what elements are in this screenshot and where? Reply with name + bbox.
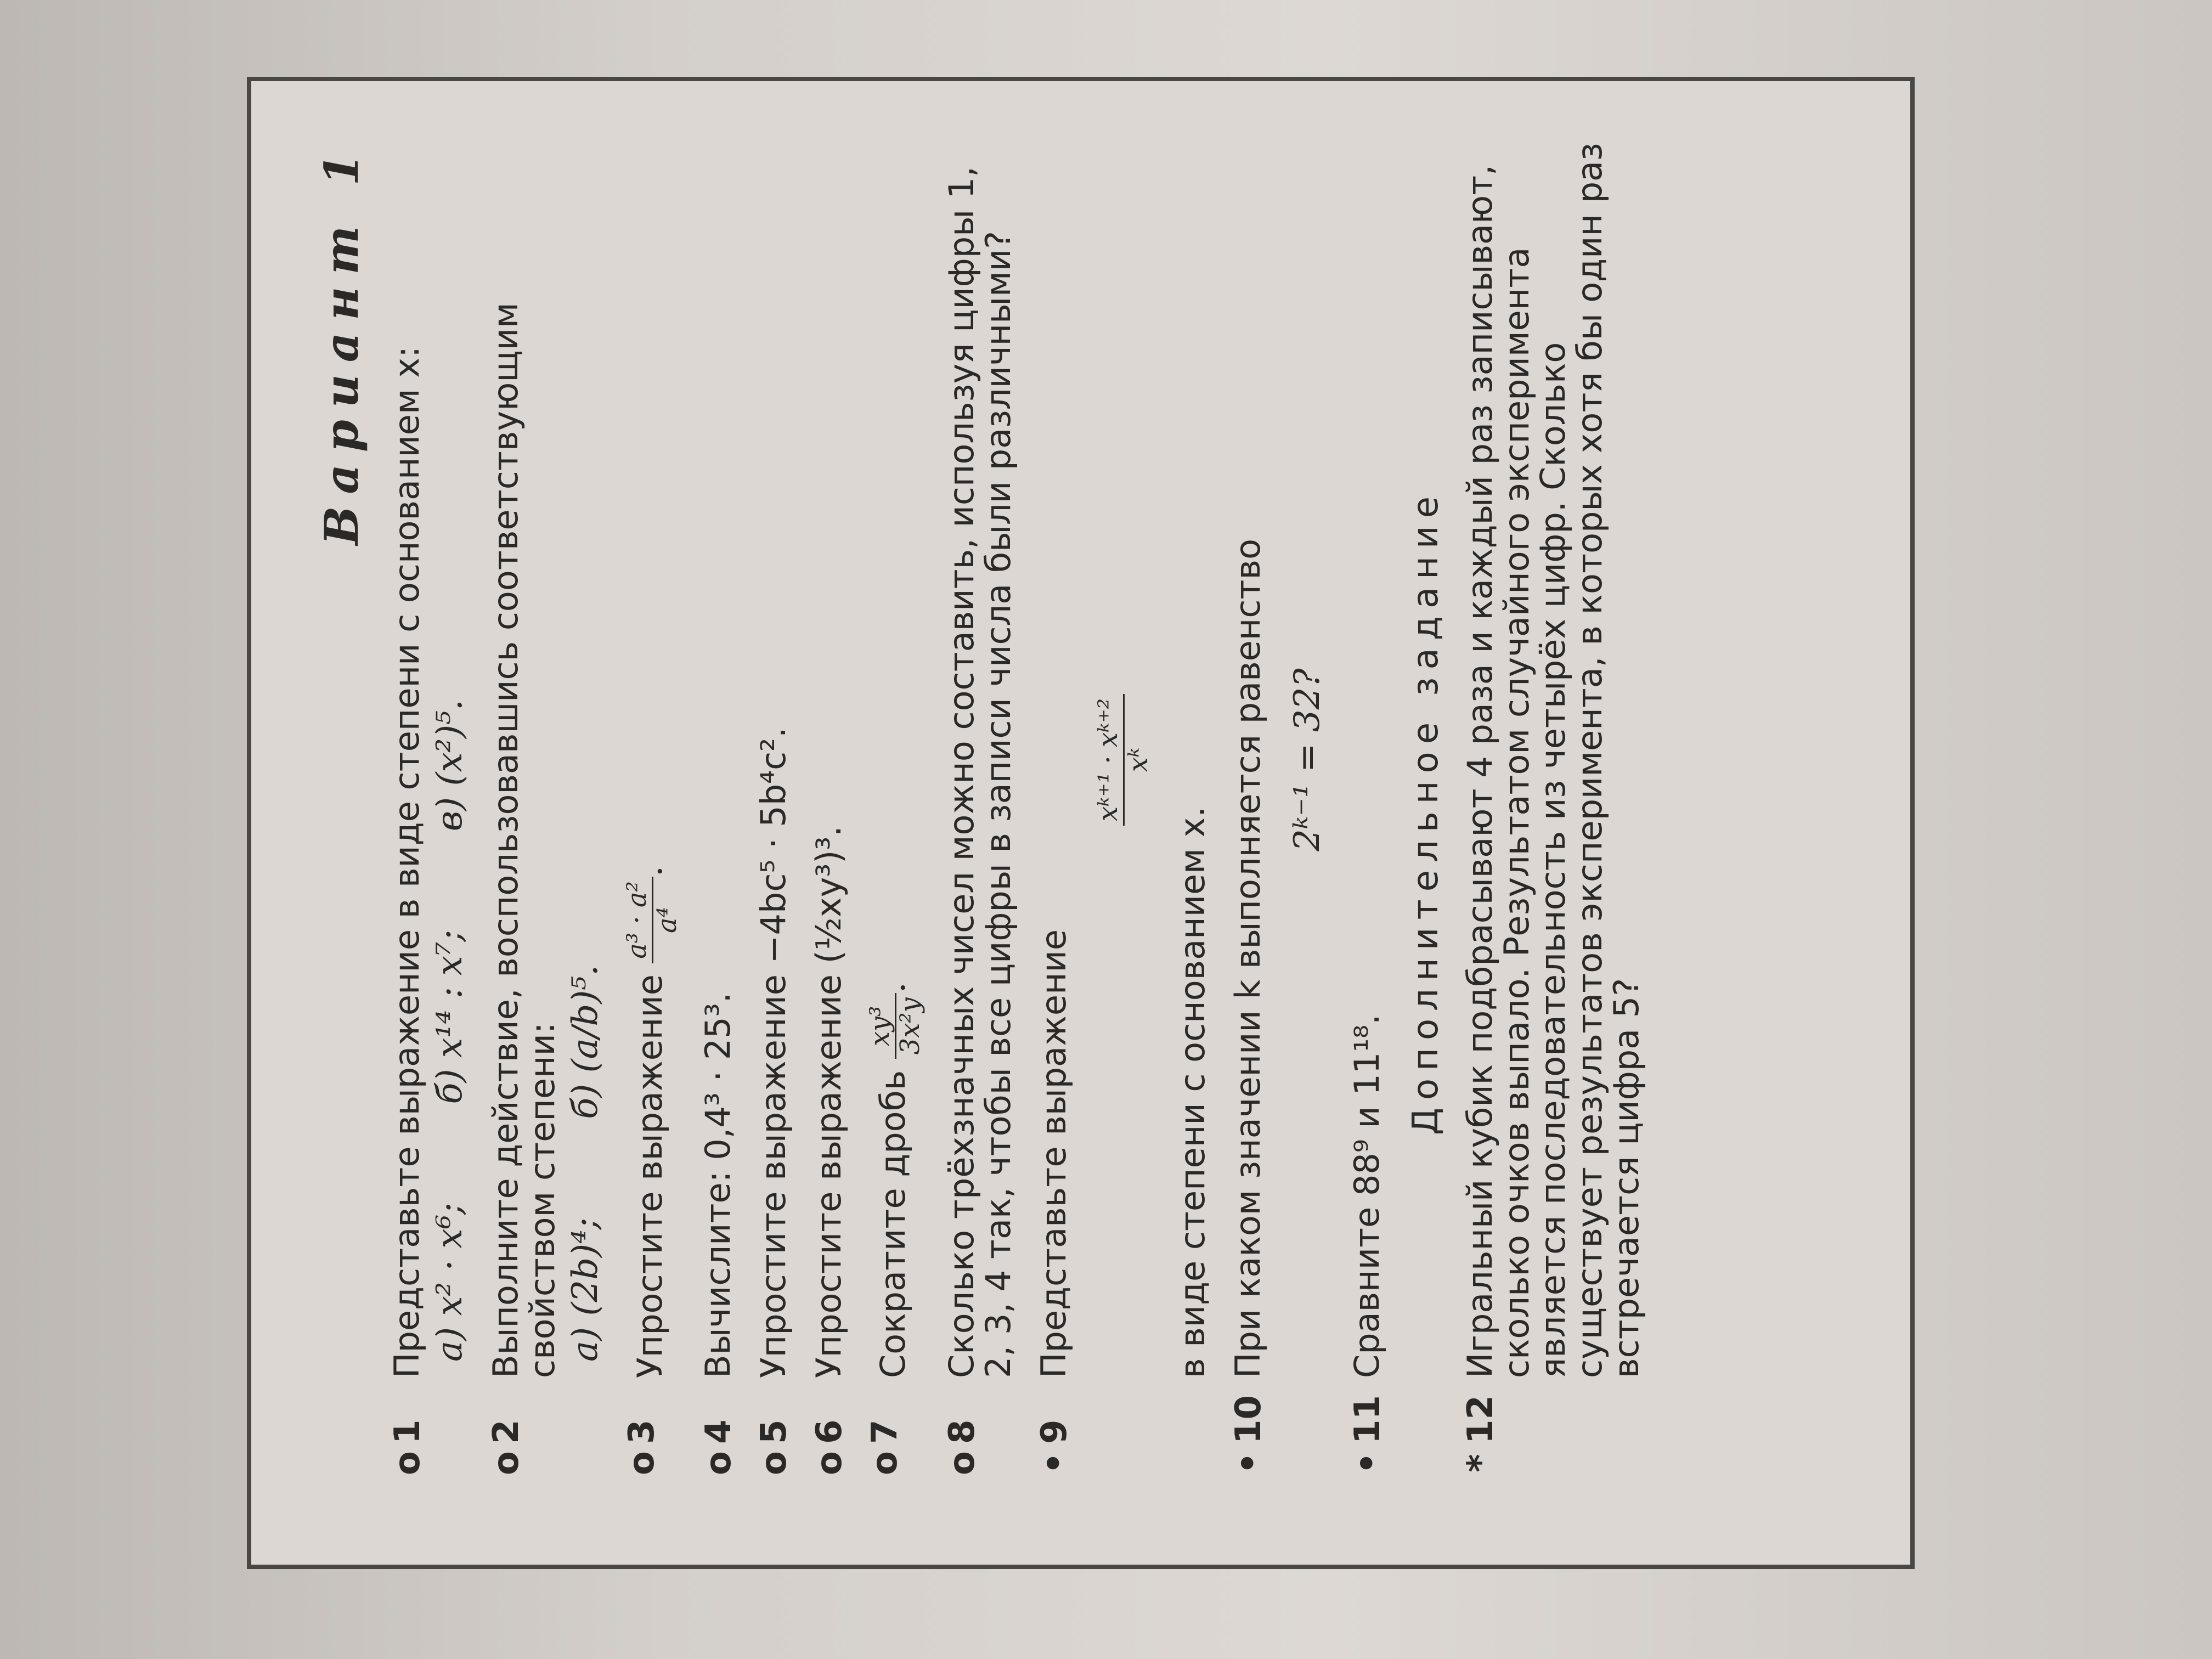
task-2-part-a: а) (2b)⁴; xyxy=(565,1217,606,1362)
task-1-text: Представьте выражение в виде степени с основанием x: xyxy=(386,346,427,1378)
task-4: o4 Вычислите: 0,4³ · 25³. xyxy=(700,142,737,1482)
task-3-fraction: a³ · a² a⁴ xyxy=(623,877,682,963)
task-11: •11 Сравните 88⁹ и 11¹⁸. xyxy=(1349,142,1386,1482)
task-3-text: Упростите выражение xyxy=(629,974,670,1378)
task-2: o2 Выполните действие, воспользовавшись соответствующим свойством степени: а) (2b)⁴; б) (a/b)⁵. xyxy=(488,142,605,1482)
task-9-fraction: xᵏ⁺¹ · xᵏ⁺² xᵏ xyxy=(1094,694,1153,826)
task-3: o3 Упростите выражение a³ · a² a⁴ . xyxy=(621,865,682,1475)
task-10: •10 При каком значении k выполняется равенство 2ᵏ⁻¹ = 32? xyxy=(1230,142,1327,1482)
task-6-text: Упростите выражение (½xy³)³. xyxy=(809,826,849,1378)
task-2-text: Выполните действие, воспользовавшись соответствующим свойством степени: xyxy=(485,302,562,1378)
task-5: o5 Упростите выражение −4bc⁵ · 5b⁴c². xyxy=(755,142,792,1482)
task-10-equation: 2ᵏ⁻¹ = 32? xyxy=(1287,668,1328,851)
task-2-part-b: б) (a/b)⁵. xyxy=(565,964,606,1119)
task-8: o8 Сколько трёхзначных чисел можно составить, используя цифры 1, 2, 3, 4 так, чтобы все цифры в записи числа были различными? xyxy=(944,142,1017,1482)
task-10-text: При каком значении k выполняется равенство xyxy=(1228,538,1268,1378)
task-7: o7 Сократите дробь xy³ 3x²y . xyxy=(865,982,926,1475)
task-6: o6 Упростите выражение (½xy³)³. xyxy=(811,142,848,1482)
textbook-page xyxy=(247,77,1915,1569)
task-1-part-b: б) x¹⁴ : x⁷; xyxy=(429,930,470,1104)
task-4-text: Вычислите: 0,4³ · 25³. xyxy=(698,992,738,1378)
task-9-after: в виде степени с основанием x. xyxy=(1172,806,1213,1378)
task-7-fraction: xy³ 3x²y xyxy=(866,993,925,1059)
additional-task-heading: Дополнительное задание xyxy=(1406,488,1447,1136)
task-11-text: Сравните 88⁹ и 11¹⁸. xyxy=(1346,1014,1387,1378)
task-12-text: Игральный кубик подбрасывают 4 раза и каждый раз записывают, сколько очков выпало. Результатом случайного эксперимента является последовательность из четырёх цифр. Сколько существует результатов эксперимента, в которых хотя бы один раз встречается цифра 5? xyxy=(1459,142,1647,1378)
task-1: o1 Представьте выражение в виде степени с основанием x: а) x² · x⁶; б) x¹⁴ : x⁷; в) (x²)⁵. xyxy=(389,142,469,1482)
task-9-text: Представьте выражение xyxy=(1033,929,1074,1378)
task-5-text: Упростите выражение −4bc⁵ · 5b⁴c². xyxy=(753,727,794,1378)
task-1-part-a: а) x² · x⁶; xyxy=(429,1203,470,1362)
variant-title: Вариант 1 xyxy=(314,142,369,545)
task-9: •9 Представьте выражение xᵏ⁺¹ · xᵏ⁺² xᵏ в виде степени с основанием x. xyxy=(1036,142,1212,1482)
task-12: *12 Игральный кубик подбрасывают 4 раза и каждый раз записывают, сколько очков выпало. Результатом случайного эксперимента является последовательность из четырёх цифр. Сколько существует результатов эксперимента, в которых хотя бы один раз встречается цифра 5? xyxy=(1459,142,1647,1472)
task-8-text: Сколько трёхзначных чисел можно составить, используя цифры 1, 2, 3, 4 так, чтобы все цифры в записи числа были различными? xyxy=(941,166,1018,1378)
task-1-part-c: в) (x²)⁵. xyxy=(429,699,470,832)
task-7-text: Сократите дробь xyxy=(873,1070,913,1378)
